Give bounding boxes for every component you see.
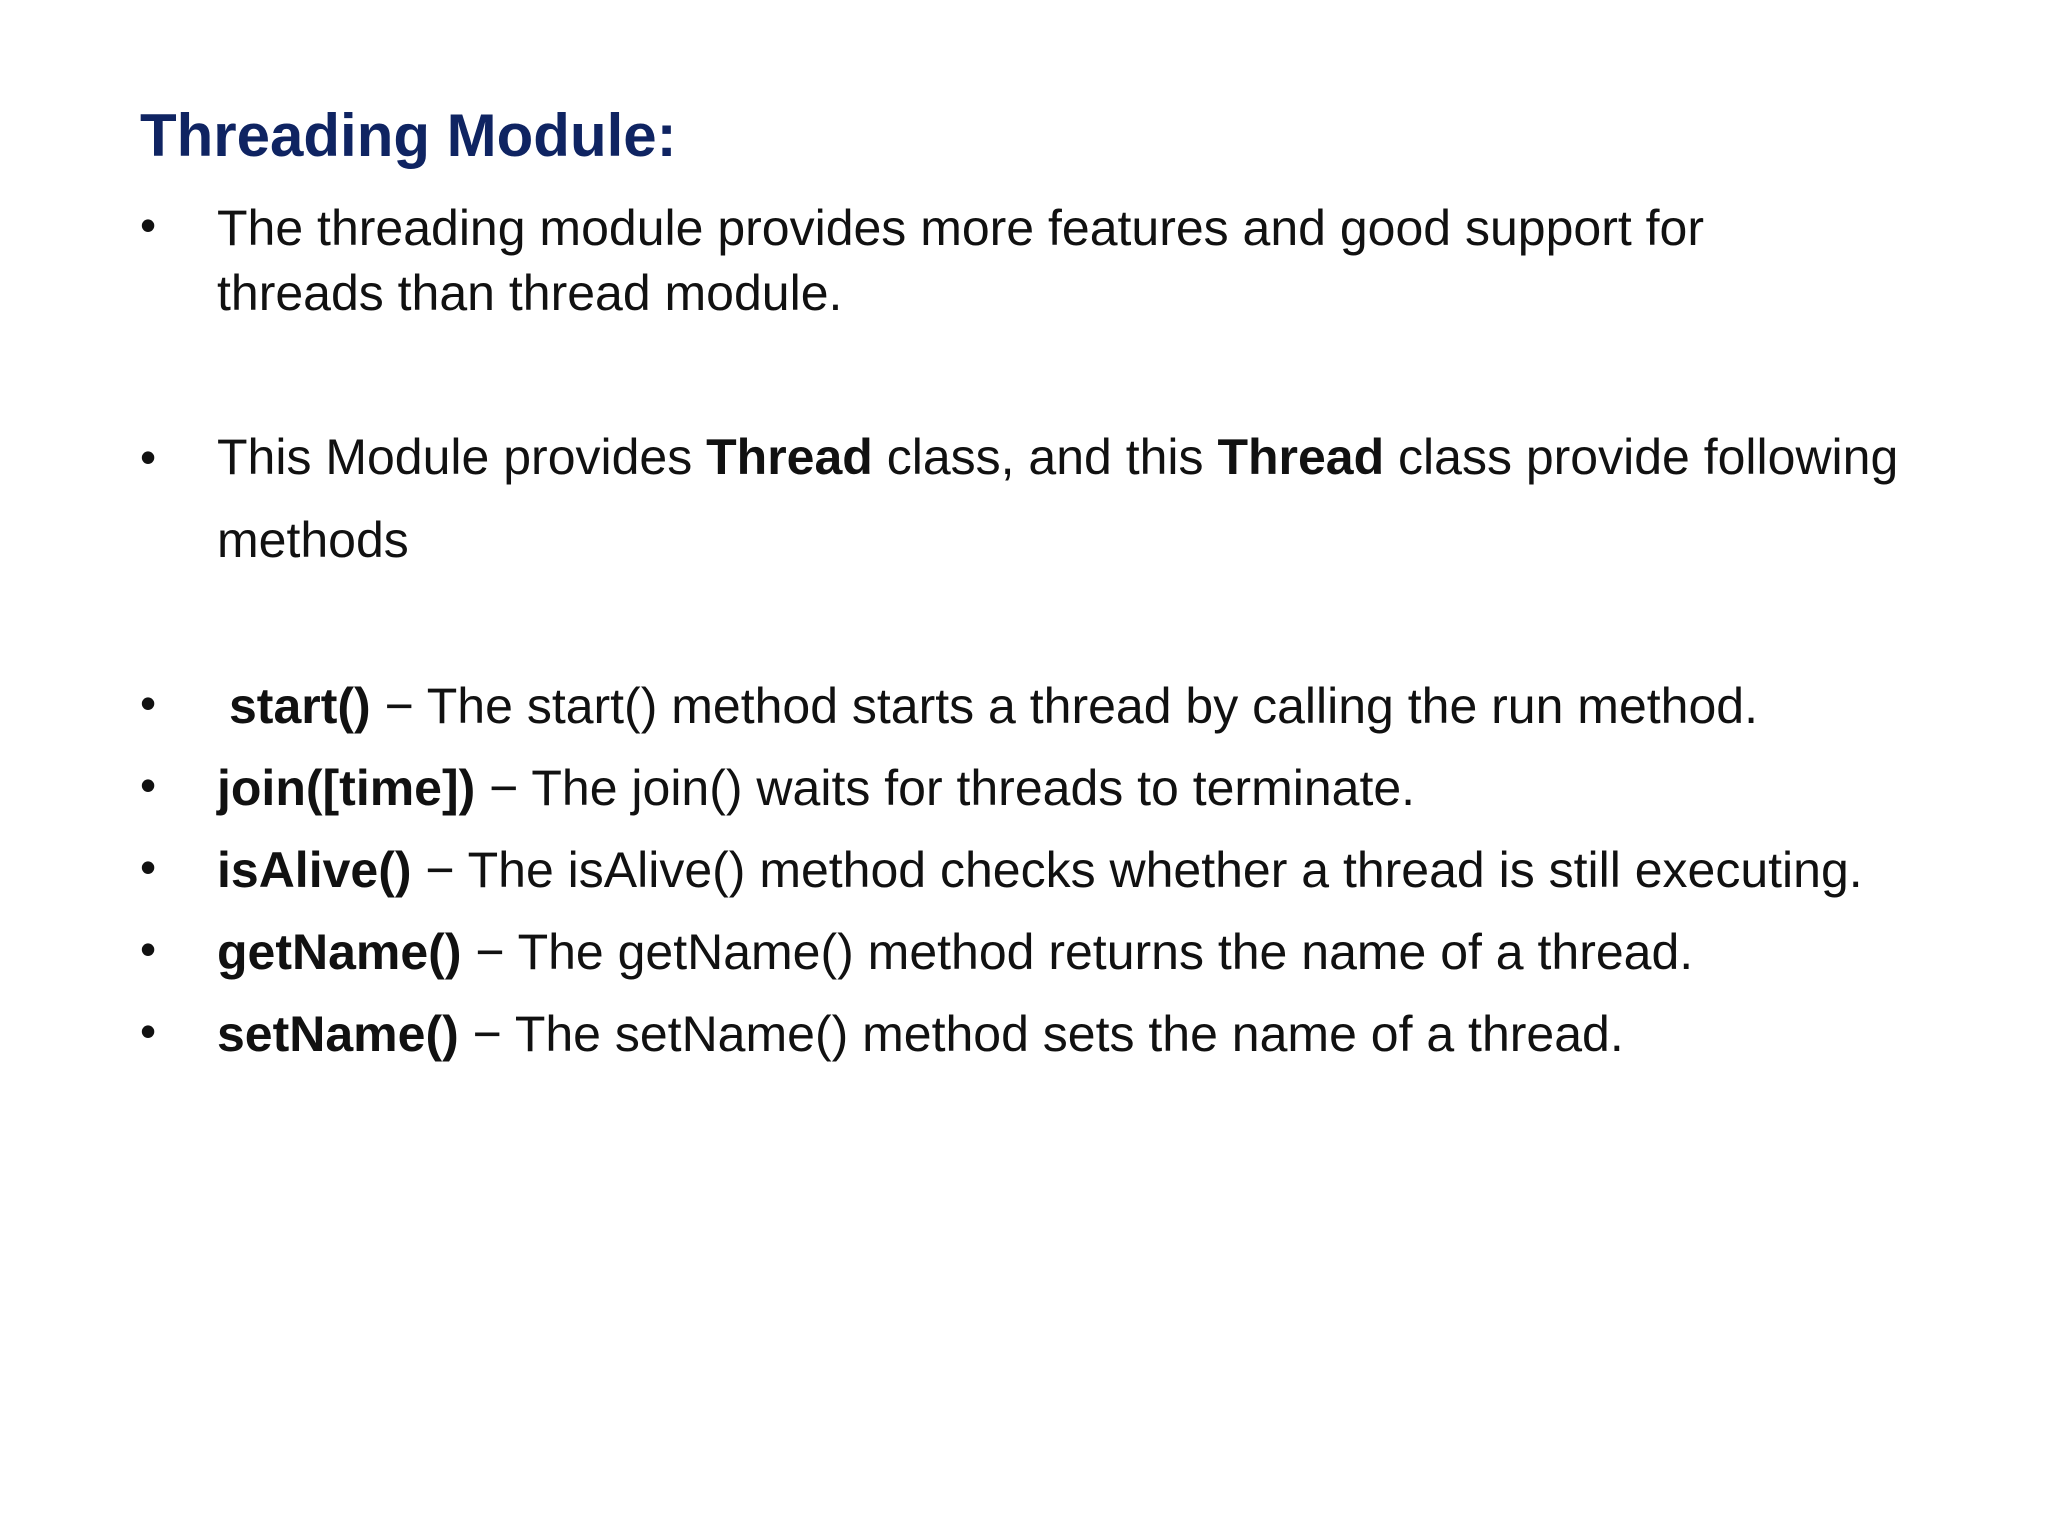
slide-title: Threading Module: xyxy=(140,102,677,169)
method-name: setName() xyxy=(217,1006,459,1062)
method-getname-text xyxy=(217,920,1960,985)
method-name: isAlive() xyxy=(217,842,412,898)
bullet-thread-class xyxy=(140,428,1960,581)
method-join-text xyxy=(217,756,1960,821)
bullet-method-join xyxy=(140,756,1960,821)
bullet-dot: • xyxy=(140,677,157,729)
method-setname-text xyxy=(217,1002,1960,1067)
thread-class-line-2: methods xyxy=(217,511,409,568)
method-description: − The getName() method returns the name of a thread. xyxy=(461,924,1694,980)
thread-class-part-2: class, and this xyxy=(872,429,1218,485)
method-name: join([time]) xyxy=(217,760,476,816)
thread-class-bold-2: Thread xyxy=(1217,429,1385,485)
method-description: − The isAlive() method checks whether a thread is still executing. xyxy=(411,842,1863,898)
thread-class-bold-1: Thread xyxy=(706,429,873,485)
bullet-dot: • xyxy=(140,923,157,975)
method-name: start() xyxy=(229,678,371,734)
intro-line-2: threads than thread module. xyxy=(217,265,843,321)
bullet-thread-class-text xyxy=(217,416,1960,581)
bullet-dot: • xyxy=(140,759,157,811)
intro-line-1: The threading module provides more features and good support for xyxy=(217,200,1705,256)
thread-class-part-1: This Module provides xyxy=(217,429,707,485)
method-description: − The start() method starts a thread by calling the run method. xyxy=(370,678,1758,734)
method-isalive-text xyxy=(217,838,1960,903)
bullet-dot: • xyxy=(140,841,157,893)
bullet-method-isalive xyxy=(140,838,1960,903)
bullet-intro xyxy=(140,196,1960,326)
bullet-dot: • xyxy=(140,431,157,483)
bullet-method-getname xyxy=(140,920,1960,985)
thread-class-part-3: class provide following xyxy=(1384,429,1899,485)
bullet-dot: • xyxy=(140,1005,157,1057)
bullet-intro-text xyxy=(217,196,1960,326)
method-name: getName() xyxy=(217,924,462,980)
method-description: − The join() waits for threads to terminate. xyxy=(475,760,1416,816)
bullet-method-setname xyxy=(140,1002,1960,1067)
bullet-dot: • xyxy=(140,199,157,251)
bullet-method-start xyxy=(140,674,1960,739)
method-description: − The setName() method sets the name of a thread. xyxy=(458,1006,1624,1062)
method-start-text xyxy=(229,674,1960,739)
